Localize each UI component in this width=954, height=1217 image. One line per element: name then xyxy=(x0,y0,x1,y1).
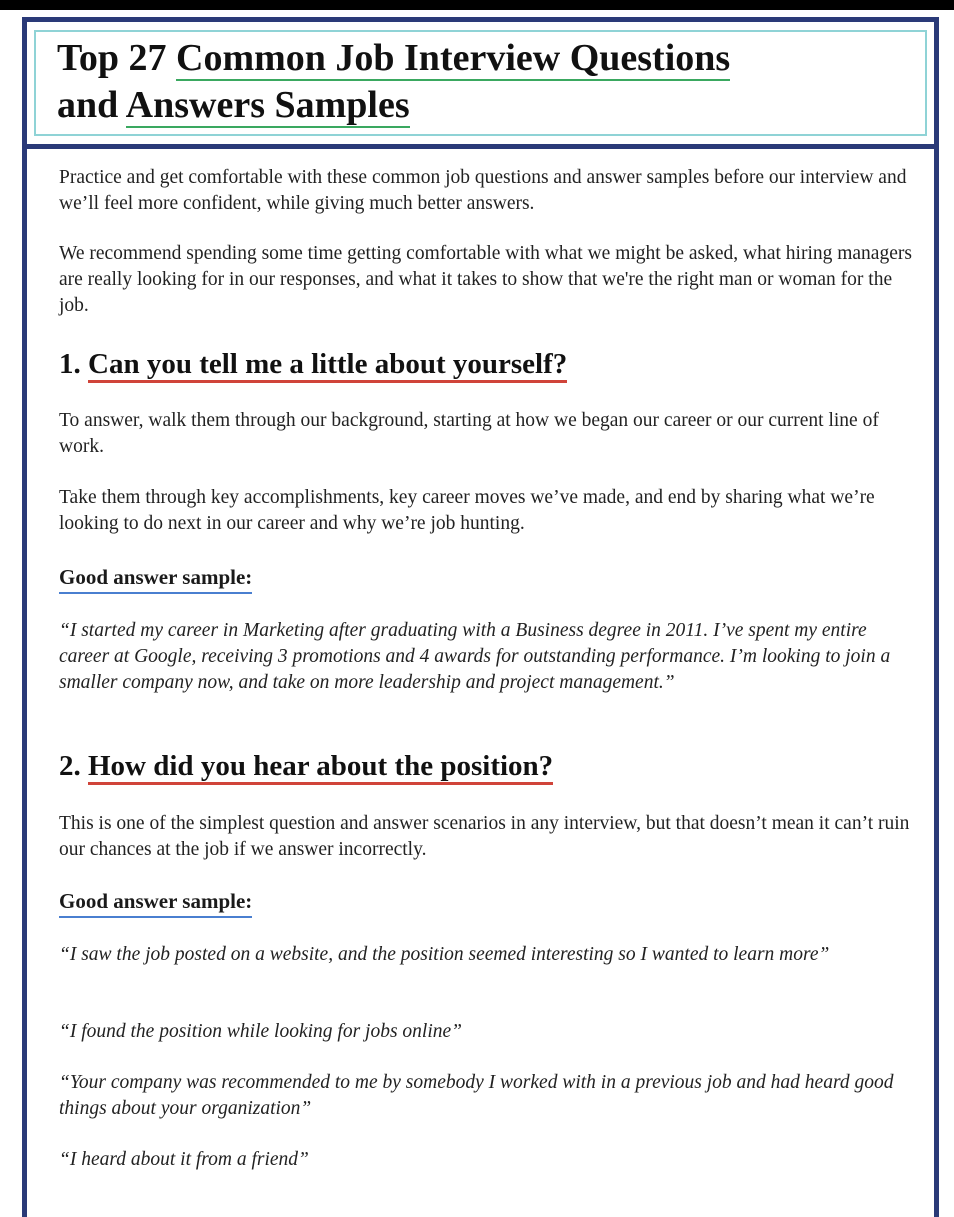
question-1-text: Can you tell me a little about yourself? xyxy=(88,348,567,383)
question-2-sample-4: “I heard about it from a friend” xyxy=(59,1149,309,1170)
question-2-sample-3: “Your company was recommended to me by somebody I worked with in a previous job and had heard good things about your organization” xyxy=(59,1072,894,1119)
question-1-number: 1. xyxy=(59,348,88,380)
question-2-sample-2: “I found the position while looking for jobs online” xyxy=(59,1021,463,1042)
question-2-sample-label: Good answer sample: xyxy=(59,887,252,918)
title-line1-prefix: Top 27 xyxy=(57,37,176,79)
question-1-paragraph-2: Take them through key accomplishments, key career moves we’ve made, and end by sharing what we’re looking to do next in our career and why we’re job hunting. xyxy=(59,487,875,534)
question-1-sample-1: “I started my career in Marketing after graduating with a Business degree in 2011. I’ve spent my entire career at Google, receiving 3 promotions and 4 awards for outstanding performance. I’m looking to join a smaller company now, and take on more leadership and project management.” xyxy=(59,620,891,693)
question-2-sample-1: “I saw the job posted on a website, and the position seemed interesting so I wanted to learn more” xyxy=(59,944,830,965)
intro-paragraph-1: Practice and get comfortable with these common job questions and answer samples before our interview and we’ll feel more confident, while giving much better answers. xyxy=(59,167,907,214)
question-2-number: 2. xyxy=(59,750,88,782)
question-2-text: How did you hear about the position? xyxy=(88,750,553,785)
top-black-bar xyxy=(0,0,954,10)
title-line2-underlined: Answers Samples xyxy=(125,84,410,126)
question-1-paragraph-1: To answer, walk them through our background, starting at how we began our career or our current line of work. xyxy=(59,410,879,457)
question-2-heading xyxy=(59,748,553,784)
page-title xyxy=(57,35,730,129)
question-1-sample-label: Good answer sample: xyxy=(59,563,252,594)
question-1-heading xyxy=(59,346,567,382)
title-line2-prefix: and xyxy=(57,84,126,126)
intro-paragraph-2: We recommend spending some time getting comfortable with what we might be asked, what hiring managers are really looking for in our responses, and what it takes to show that we're the right man or woman for the job. xyxy=(59,243,912,316)
question-2-paragraph-1: This is one of the simplest question and answer scenarios in any interview, but that doesn’t mean it can’t ruin our chances at the job if we answer incorrectly. xyxy=(59,813,910,860)
title-line1-underlined: Common Job Interview Questions xyxy=(176,37,731,79)
title-box xyxy=(22,17,939,149)
